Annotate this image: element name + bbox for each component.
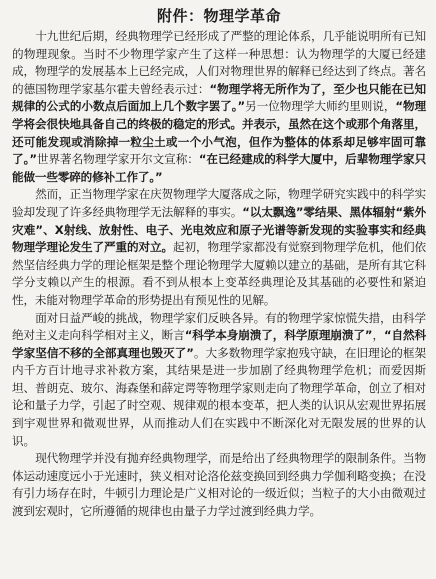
science-collapse-quote: “科学本身崩溃了，科学原理崩溃了”	[184, 328, 373, 343]
paragraph-1-text-1: 十九世纪后期，经典物理学已经形成了严整的理论体系，几乎能说明所有已知的物理现象。当时不少物理学家产生了这样一种思想：认为物理学的大厦已经建成，物理学的发展基本上已经完成，人们对物理世界的解释已经达到了终点。著名的德国物理学家基尔霍夫曾经表示过：	[12, 29, 426, 96]
jolly-quote: “物理学将会很快地具备自己的终极的稳定的形式。并表示，虽然在这个或那个角落里，还可能发现或消除掉一粒尘土或一个小气泡，但作为整体的体系却足够牢固可靠了。”	[12, 99, 427, 167]
paragraph-3-text-1: 面对日益严峻的挑战，物理学家们反映各异。有的物理学家惊慌失措，由科学绝对主义走向科学相对主义，断言	[12, 310, 426, 343]
paragraph-3	[12, 310, 426, 451]
document-title: 附件：物理学革命	[156, 7, 281, 25]
paragraph-3-text-3: 。大多数物理学家抱残守缺，在旧理论的框架内千方百计地寻求补救方案，其结果是进一步加剧了经典物理学危机；而爱因斯坦、普朗克、玻尔、海森堡和薛定谔等物理学家则走向了物理学革命，创立了相对论和量子力学，引起了时空观、规律观的根本变革，把人类的认识从宏观世界拓展到宇观世界和微观世界，从而推动人们在实践中不断深化对无限发展的世界的认识。	[12, 345, 426, 448]
paragraph-1-text-2: 另一位物理学大师约里则说，	[244, 99, 396, 114]
paragraph-1-text-3: 世界著名物理学家开尔文宣称：	[36, 152, 199, 167]
truth-destroyed-quote: “自然科学家坚信不移的全部真理也毁灭了”	[12, 328, 426, 360]
experimental-facts: “以太飘逸”零结果、黑体辐射“紫外灾难”、X射线、放射性、电子、光电效应和原子光谱等新发现的实验事实和经典物理学理论发生了严重的对立。	[12, 204, 426, 255]
paragraph-2-text-2: 起初，物理学家都没有觉察到物理学危机，他们依然坚信经典力学的理论框架是整个理论物理学大厦赖以建立的基础，是所有其它科学分支赖以产生的根源。看不到从根本上变革经典理论及其基础的必要性和紧迫性，未能对物理学革命的形势提出有预见性的见解。	[12, 240, 427, 307]
kelvin-quote: “在已经建成的科学大厦中，后辈物理学家只能做一些零碎的修补工作了。”	[12, 152, 427, 184]
kirchhoff-quote: “物理学将无所作为了，至少也只能在已知规律的公式的小数点后面加上几个数字罢了。”	[12, 81, 426, 114]
paragraph-1	[12, 28, 426, 186]
paragraph-4	[12, 450, 426, 520]
paragraph-3-text-2: ，	[372, 328, 384, 343]
paragraph-4-text-1: 现代物理学并没有抛弃经典物理学，而是给出了经典物理学的限制条件。当物体运动速度远小于光速时，狭义相对论洛伦兹变换回到经典力学伽利略变换；在没有引力场存在时，牛顿引力理论是广义相对论的一级近似；当粒子的大小由微观过渡到宏观时，它所遵循的规律也由量子力学过渡到经典力学。	[12, 451, 426, 519]
paragraph-2-text-1: 然而，正当物理学家在庆贺物理学大厦落成之际，物理学研究实践中的科学实验却发现了许多经典物理学无法解释的事实。	[12, 187, 426, 219]
paragraph-2	[12, 186, 426, 309]
